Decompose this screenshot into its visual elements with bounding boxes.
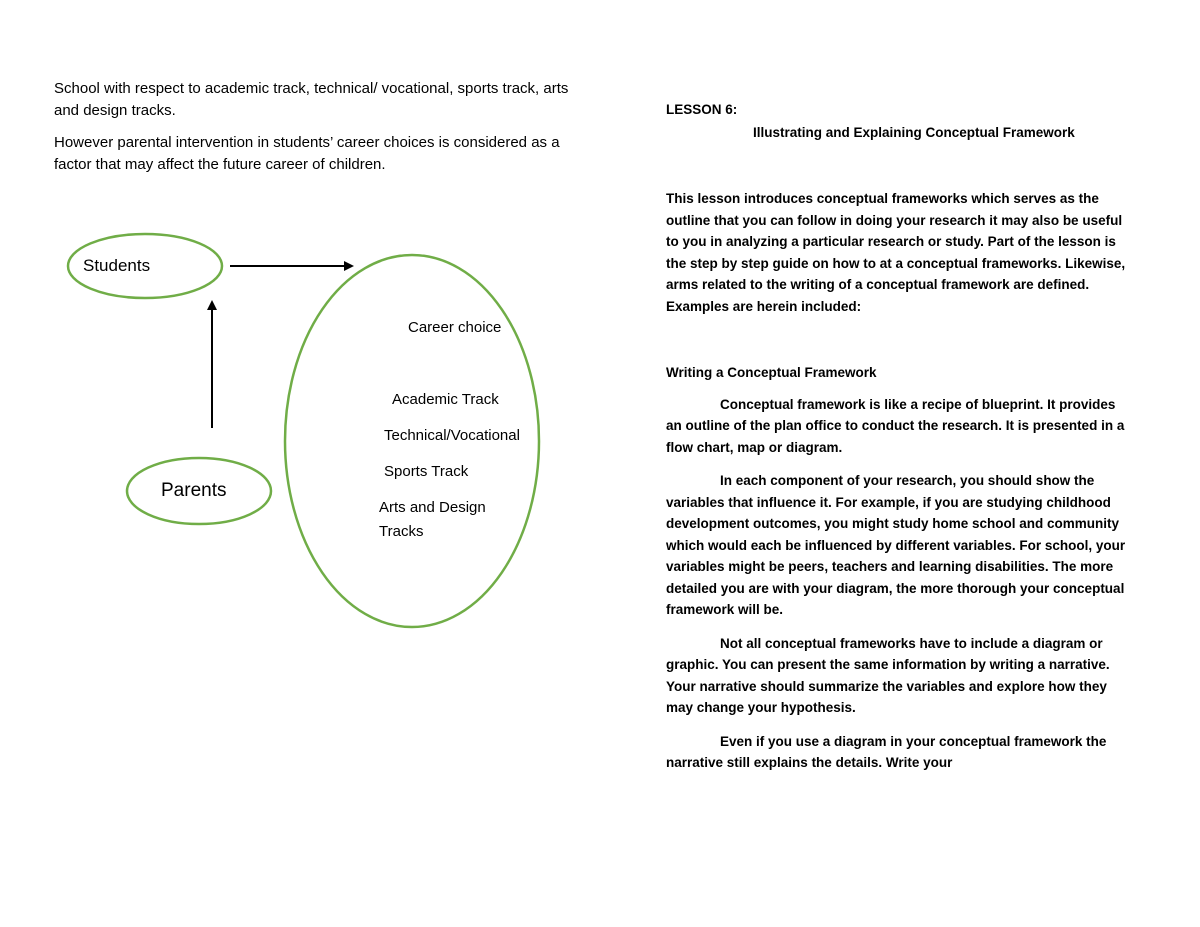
track-technical-vocational: Technical/Vocational — [384, 427, 520, 444]
intro-paragraph-2: However parental intervention in students’ career choices is considered as a factor that may affect the future career of children. — [54, 134, 560, 173]
lesson-body — [666, 188, 1126, 786]
lesson-intro: This lesson introduces conceptual frameworks which serves as the outline that you can follow in doing your research it may also be useful to you in analyzing a particular research or study. Part of the lesson is the step by step guide on how to at a conceptual frameworks. Likewise, arms related to the writing of a conceptual framework are defined. Examples are herein included: — [666, 191, 1126, 314]
lesson-label: LESSON 6: — [666, 102, 738, 117]
parents-label: Parents — [161, 480, 227, 501]
track-arts-design-cont: Tracks — [379, 523, 424, 540]
body-paragraph-4: Even if you use a diagram in your conceptual framework the narrative still explains the details. Write your — [666, 733, 1107, 770]
track-academic: Academic Track — [392, 391, 499, 408]
career-choice-label: Career choice — [408, 319, 502, 336]
track-sports: Sports Track — [384, 463, 469, 480]
body-paragraph-2: In each component of your research, you should show the variables that influence it. For example, if you are studying childhood development outcomes, you might study home school and community which would each be influenced by different variables. For school, your variables might be peers, teachers and learning disabilities. The more detailed you are with your diagram, the more thorough your conceptual framework will be. — [666, 473, 1126, 617]
conceptual-framework-diagram — [0, 0, 600, 700]
intro-paragraph-1: School with respect to academic track, technical/ vocational, sports track, arts and design tracks. — [54, 80, 569, 119]
body-paragraph-3: Not all conceptual frameworks have to include a diagram or graphic. You can present the same information by writing a narrative. Your narrative should summarize the variables and explore how they may change your hypothesis. — [666, 635, 1110, 715]
section-heading: Writing a Conceptual Framework — [666, 365, 877, 380]
body-paragraph-1: Conceptual framework is like a recipe of blueprint. It provides an outline of the plan office to conduct the research. It is presented in a flow chart, map or diagram. — [666, 396, 1125, 455]
lesson-title: Illustrating and Explaining Conceptual Framework — [753, 125, 1075, 140]
students-label: Students — [83, 256, 151, 275]
track-arts-design: Arts and Design — [379, 499, 486, 516]
